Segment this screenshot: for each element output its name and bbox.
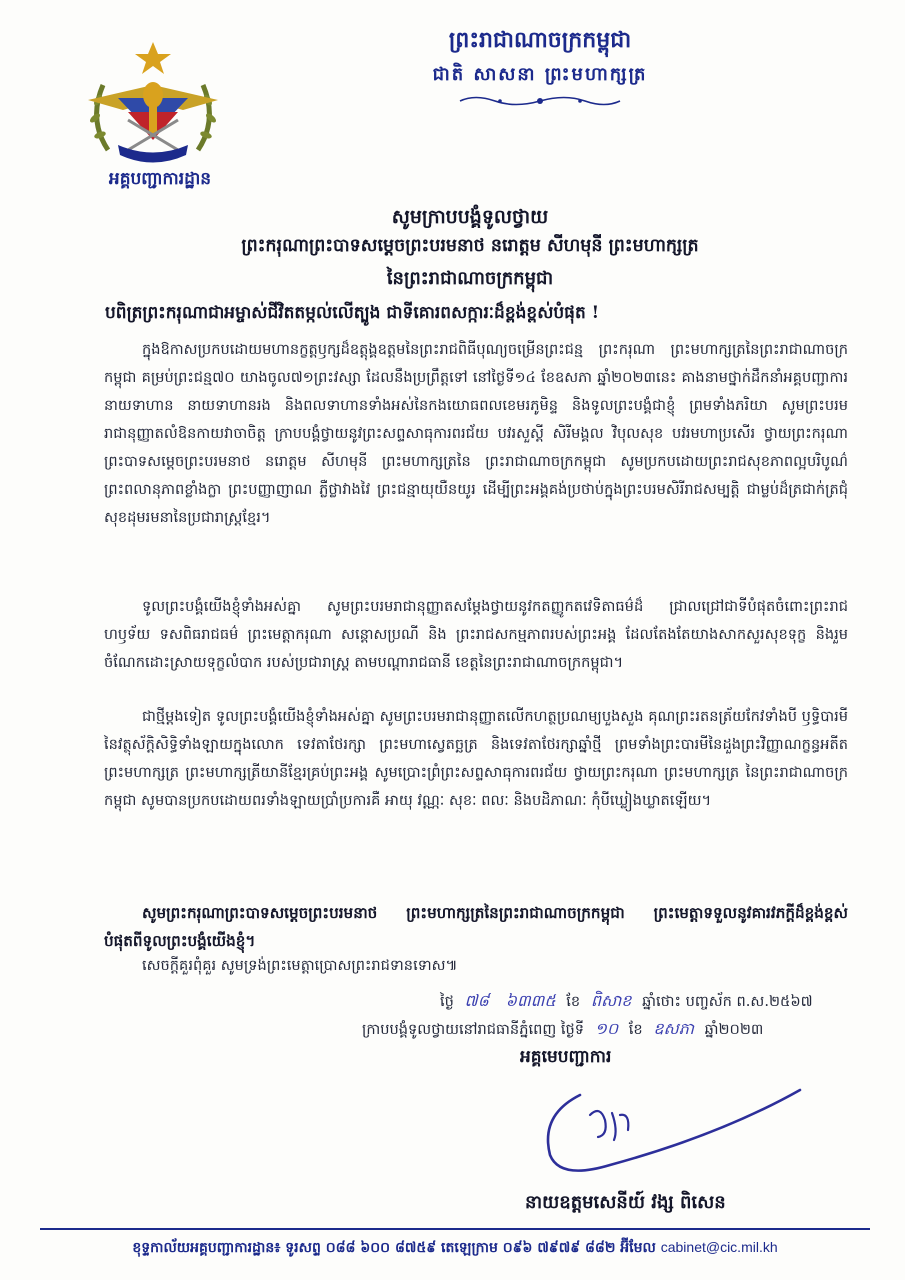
closing-line: សេចក្តីគួរពុំគួរ សូមទ្រង់ព្រះមេត្តាប្រោសព្រះរាជទានទោស៕ [142,957,458,974]
solar-date [362,1018,872,1042]
lunar-day-handwritten: ៧៨ [464,991,489,1010]
footer-email-link[interactable]: cabinet@cic.mil.kh [660,1239,778,1255]
department-name: អគ្គបញ្ជាការដ្ឋាន [108,169,212,189]
lunar-prefix: ថ្ងៃ [440,993,454,1010]
lunar-date [440,990,870,1014]
solar-year: ឆ្នាំ២០២៣ [704,1021,764,1038]
signatory-name: នាយឧត្តមសេនីយ៍ វង្ស ពិសេន [525,1192,726,1213]
lunar-month-label: ខែ [566,993,581,1010]
royal-crest-icon [78,40,228,175]
lunar-phase-handwritten: ៦៣៣៥ [505,991,556,1010]
signatory-title: អគ្គមេបញ្ជាការ [520,1047,612,1067]
addressee: ព្រះករុណាព្រះបាទសម្តេចព្រះបរមនាថ នរោត្តម សីហមុនី ព្រះមហាក្សត្រ [241,236,699,256]
lunar-month-handwritten: ពិសាខ [590,991,632,1010]
body-paragraph-4: សូមព្រះករុណាព្រះបាទសម្តេចព្រះបរមនាថ ព្រះមហាក្សត្រនៃព្រះរាជាណាចក្រកម្ពុជា ព្រះមេត្តាទទួលនូវគារវភក្តីដ៏ខ្ពង់ខ្ពស់បំផុតពីទូលព្រះបង្គំយើងខ្ញុំ។ [104,904,848,950]
solar-day-handwritten: ១០ [594,1019,619,1038]
intro-line: បពិត្រព្រះករុណាជាអម្ចាស់ជីវិតតម្កល់លើត្បូង ជាទីគោរពសក្ការៈដ៏ខ្ពង់ខ្ពស់បំផុត ! [105,303,600,323]
handwritten-signature-icon [520,1075,820,1185]
lunar-year: ឆ្នាំថោះ បញ្ចស័ក ព.ស.២៥៦៧ [642,993,813,1010]
body-paragraph-2: ទូលព្រះបង្គំយើងខ្ញុំទាំងអស់គ្នា សូមព្រះបរមរាជានុញ្ញាតសម្តែងថ្វាយនូវកតញ្ញូកតវេទិតាធម៌ដ៏ ជ្រាលជ្រៅជាទីបំផុតចំពោះព្រះរាជហឫទ័យ ទសពិធរាជធម៌ ព្រះមេត្តាករុណា សន្តោសប្រណី និង ព្រះរាជសកម្មភាពរបស់ព្រះអង្គ ដែលតែងតែយាងសាកសួរសុខទុក្ខ និងរួមចំណែកដោះស្រាយទុក្ខលំបាក របស់ប្រជារាស្ត្រ តាមបណ្តារាជធានី ខេត្តនៃព្រះរាជាណាចក្រកម្ពុជា។ [104,598,848,671]
solar-prefix: ក្រាបបង្គំទូលថ្វាយនៅរាជធានីភ្នំពេញ ថ្ងៃទី [362,1021,585,1038]
body-paragraph-3: ជាថ្មីម្តងទៀត ទូលព្រះបង្គំយើងខ្ញុំទាំងអស់គ្នា សូមព្រះបរមរាជានុញ្ញាតលើកហត្ថប្រណម្យបួងសួង គុណព្រះរតនត្រ័យកែវទាំងបី ឫទ្ធិបារមីនៃវត្ថុស័ក្តិសិទ្ធិទាំងឡាយក្នុងលោក ទេវតាថែរក្សា ព្រះមហាស្វេតច្ឆត្រ និងទេវតាថែរក្សាឆ្នាំថ្មី ព្រមទាំងព្រះបារមីនៃដួងព្រះវិញ្ញាណក្ខន្ធអតីតព្រះមហាក្សត្រ ព្រះមហាក្សត្រីយានីខ្មែរគ្រប់ព្រះអង្គ សូមប្រោះព្រំព្រះសព្ទសាធុការពរជ័យ ថ្វាយព្រះករុណា ព្រះមហាក្សត្រ នៃព្រះរាជាណាចក្រកម្ពុជា សូមបានប្រកបដោយពរទាំងឡាយប្រាំប្រការគឺ អាយុ វណ្ណៈ សុខៈ ពលៈ និងបដិភាណៈ កុំបីឃ្លៀងឃ្លាតឡើយ។ [104,708,848,809]
footer-contact [40,1238,870,1259]
ornament-divider-icon [455,94,625,108]
footer-divider [40,1228,870,1230]
national-motto: ជាតិ សាសនា ព្រះមហាក្សត្រ [432,64,648,85]
solar-month-handwritten: ឧសភា [653,1019,694,1038]
addressee-subtitle: នៃព្រះរាជាណាចក្រកម្ពុជា [386,268,554,289]
body-paragraph-1: ក្នុងឱកាសប្រកបដោយមហានក្ខត្តឫក្សដ៏ឧត្តុង្គឧត្តមនៃព្រះរាជពិធីបុណ្យចម្រើនព្រះជន្ម ព្រះករុណា ព្រះមហាក្សត្រនៃព្រះរាជាណាចក្រកម្ពុជា គម្រប់ព្រះជន្ម៧០ យាងចូល៧១ព្រះវស្សា ដែលនឹងប្រព្រឹត្តទៅ នៅថ្ងៃទី១៤ ខែឧសភា ឆ្នាំ២០២៣នេះ គាងនាមថ្នាក់ដឹកនាំអគ្គបញ្ជាការ នាយទាហាន នាយទាហានរង និងពលទាហានទាំងអស់នៃកងយោធពលខេមរភូមិន្ទ និងទូលព្រះបង្គំជាខ្ញុំ ព្រមទាំងភរិយា សូមព្រះបរម រាជានុញ្ញាតលំឱនកាយវាចាចិត្ត ក្រាបបង្គំថ្វាយនូវព្រះសព្ទសាធុការពរជ័យ បវរសួស្តី សិរីមង្គល វិបុលសុខ បវរមហាប្រសើរ ថ្វាយព្រះករុណា ព្រះបាទសម្តេចព្រះបរមនាថ នរោត្តម សីហមុនី ព្រះមហាក្សត្រនៃ ព្រះរាជាណាចក្រកម្ពុជា សូមប្រកបដោយព្រះរាជសុខភាពល្អបរិបូណ៌ ព្រះពលានុភាពខ្លាំងក្លា ព្រះបញ្ញាញាណ ភ្លឺថ្លាវាងវៃ ព្រះជន្មាយុយឺនយូរ ដើម្បីព្រះអង្គគង់ប្រថាប់ក្នុងព្រះបរមសិរីរាជសម្បត្តិ ជាម្លប់ដ៏ត្រជាក់ត្រជុំ សុខដុមរមនានៃប្រជារាស្ត្រខ្មែរ។ [104,341,848,526]
kingdom-title: ព្រះរាជាណាចក្រកម្ពុជា [448,27,632,53]
solar-month-label: ខែ [628,1021,643,1038]
footer-contact-text: ខុទ្ទកាល័យអគ្គបញ្ជាការដ្ឋាន៖ ទូរសព្ទ ០៨៨ ៦០០ ៨៧៥៩ តេឡេក្រាម ០៩៦ ៧៩៧៩ ៨៨២ អ៊ីមែល [132,1240,656,1256]
salutation: សូមក្រាបបង្គំទូលថ្វាយ [391,206,549,228]
